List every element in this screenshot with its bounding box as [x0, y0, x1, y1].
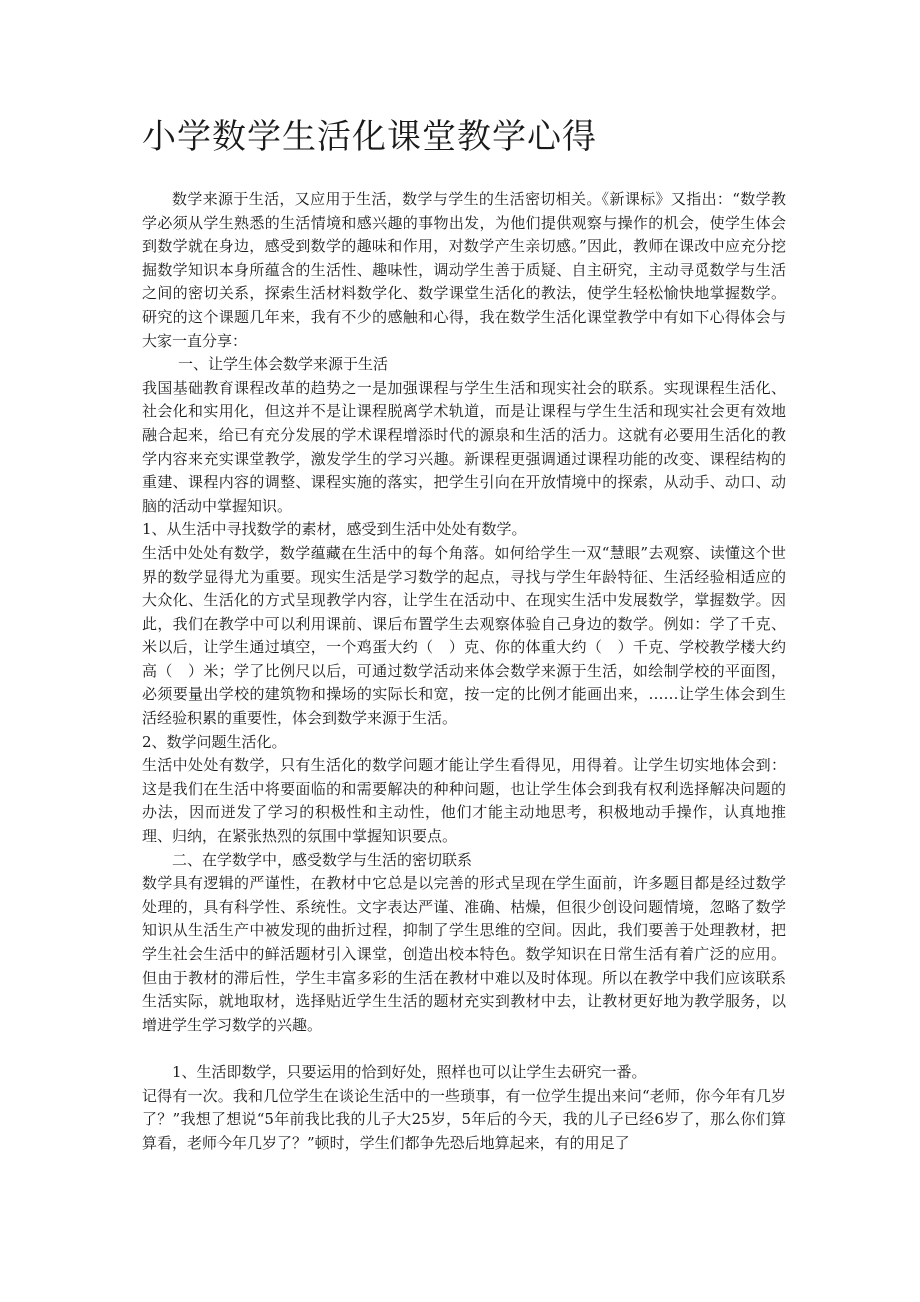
subheading-2-1: 1、生活即数学，只要运用的恰到好处，照样也可以让学生去研究一番。: [172, 1062, 647, 1081]
subheading-1-1: 1、从生活中寻找数学的素材，感受到生活中处处有数学。: [142, 520, 527, 539]
document-body: [142, 112, 786, 1155]
body-paragraph: 生活中处处有数学，数学蕴藏在生活中的每个角落。如何给学生一双“慧眼”去观察、读懂这个世界的数学显得尤为重要。现实生活是学习数学的起点，寻找与学生年龄特征、生活经验相适应的大众化、生活化的方式呈现教学内容，让学生在活动中、在现实生活中发展数学，掌握数学。因此，我们在教学中可以利用课前、课后布置学生去观察体验自己身边的数学。例如：学了千克、米以后，让学生通过填空，一个鸡蛋大约（ ）克、你的体重大约（ ）千克、学校教学楼大约高（ ）米；学了比例尺以后，可通过数学活动来体会数学来源于生活，如绘制学校的平面图，必须要量出学校的建筑物和操场的实际长和宽，按一定的比例才能画出来，……让学生体会到生活经验积累的重要性，体会到数学来源于生活。: [142, 543, 786, 728]
section-heading-2: 二、在学数学中，感受数学与生活的密切联系: [172, 850, 473, 869]
body-paragraph: 我国基础教育课程改革的趋势之一是加强课程与学生生活和现实社会的联系。实现课程生活化、社会化和实用化，但这并不是让课程脱离学术轨道，而是让课程与学生生活和现实社会更有效地融合起来，给已有充分发展的学术课程增添时代的源泉和生活的活力。这就有必要用生活化的教学内容来充实课堂教学，激发学生的学习兴趣。新课程更强调通过课程功能的改变、课程结构的重建、课程内容的调整、课程实施的落实，把学生引向在开放情境中的探索，从动手、动口、动脑的活动中掌握知识。: [142, 378, 786, 515]
body-paragraph: 记得有一次。我和几位学生在谈论生活中的一些琐事，有一位学生提出来问“老师，你今年有几岁了？”我想了想说“5年前我比我的儿子大25岁，5年后的今天，我的儿子已经6岁了，那么你们算算看，老师今年几岁了？”顿时，学生们都争先恐后地算起来，有的用足了: [142, 1086, 786, 1152]
body-paragraph: 生活中处处有数学，只有生活化的数学问题才能让学生看得见，用得着。让学生切实地体会到：这是我们在生活中将要面临的和需要解决的种种问题，也让学生体会到我有权利选择解决问题的办法，因而迸发了学习的积极性和主动性，他们才能主动地思考，积极地动手操作，认真地推理、归纳，在紧张热烈的氛围中掌握知识要点。: [142, 756, 786, 846]
paragraph-spacer: [142, 1037, 786, 1061]
section-heading-1: 一、让学生体会数学来源于生活: [178, 355, 389, 374]
intro-paragraph: 数学来源于生活，又应用于生活，数学与学生的生活密切相关。《新课标》又指出：“数学教学必须从学生熟悉的生活情境和感兴趣的事物出发，为他们提供观察与操作的机会，使学生体会到数学就在身边，感受到数学的趣味和作用，对数学产生亲切感。”因此，教师在课改中应充分挖掘数学知识本身所蕴含的生活性、趣味性，调动学生善于质疑、自主研究，主动寻觅数学与生活之间的密切关系，探索生活材料数学化、数学课堂生活化的教法，使学生轻松愉快地掌握数学。研究的这个课题几年来，我有不少的感触和心得，我在数学生活化课堂教学中有如下心得体会与大家一直分享：: [142, 190, 786, 350]
document-title: 小学数学生活化课堂教学心得: [142, 117, 597, 157]
body-paragraph: 数学具有逻辑的严谨性，在教材中它总是以完善的形式呈现在学生面前，许多题目都是经过数学处理的，具有科学性、系统性。文字表达严谨、准确、枯燥，但很少创设问题情境，忽略了数学知识从生活生产中被发现的曲折过程，抑制了学生思维的空间。因此，我们要善于处理教材，把学生社会生活中的鲜活题材引入课堂，创造出校本特色。数学知识在日常生活有着广泛的应用。但由于教材的滞后性，学生丰富多彩的生活在教材中难以及时体现。所以在教学中我们应该联系生活实际，就地取材，选择贴近学生生活的题材充实到教材中去，让教材更好地为教学服务，以增进学生学习数学的兴趣。: [142, 874, 786, 1034]
subheading-1-2: 2、数学问题生活化。: [142, 732, 287, 751]
